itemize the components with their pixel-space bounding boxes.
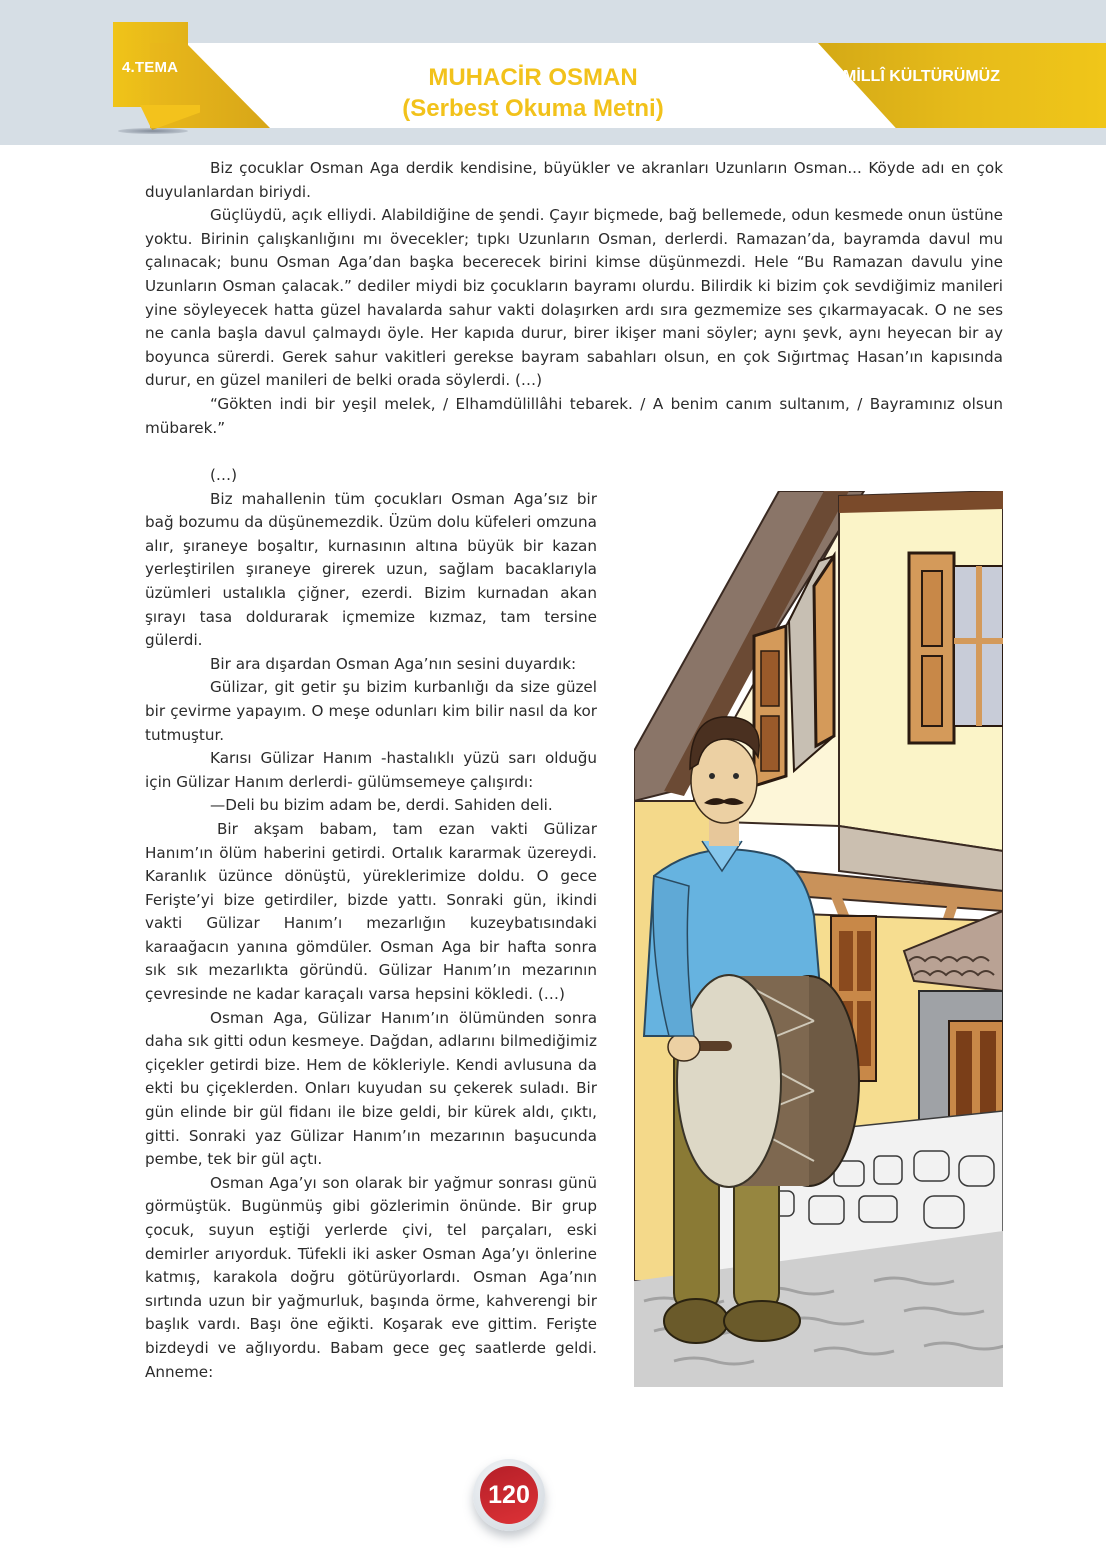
- paragraph: Biz mahallenin tüm çocukları Osman Aga’sız bir bağ bozumu da düşünemezdik. Üzüm dolu küfeleri omzuna alır, şıraneye boşaltır, kurnasının altına büyük bir kazan yerleştirilen şıraneye girerek uzun, sağlam bacaklarıyla üzümleri ustalıkla çiğner, ezerdi. Bizim kurnadan akan şırayı tasa doldurarak içmemize kızmaz, tam tersine gülerdi.: [145, 489, 597, 650]
- paragraph: Bir akşam babam, tam ezan vakti Gülizar Hanım’ın ölüm haberini getirdi. Ortalık kararmak üzereydi. Karanlık üzünce dönüştü, yüreklerimize doldu. O gece Ferişte’yi bize getirdiler, bizde yattı. Sonraki gün, ikindi vakti Gülizar Hanım’ı mezarlığın kuzeybatısındaki karaağacın yanına gömdüler. Osman Aga bir hafta sonra sık sık mezarlıkta göründü. Gülizar Hanım’ın mezarının çevresinde ne kadar karaçalı varsa hepsini kökledi. (…): [145, 819, 597, 1004]
- drummer-house-drawing: [634, 491, 1003, 1387]
- page-number: 120: [480, 1466, 538, 1524]
- paragraph: Karısı Gülizar Hanım -hastalıklı yüzü sarı olduğu için Gülizar Hanım derlerdi- gülümsemeye çalışırdı:: [145, 749, 597, 791]
- paragraph: Osman Aga, Gülizar Hanım’ın ölümünden sonra daha sık gitti odun kesmeye. Dağdan, adlarını bilmediğimiz çiçekler getirdi bize. Hem de kökleriyle. Kendi avlusuna da ekti bu çiçeklerden. Onları kuyudan su çekerek suladı. Bir gün elinde bir gül fidanı ile bize geldi, bir kürek aldı, çıktı, gitti. Sonraki yaz Gülizar Hanım’ın mezarının başucunda pembe, tek bir gül açtı.: [145, 1008, 597, 1169]
- paragraph: Bir ara dışardan Osman Aga’nın sesini duyardık:: [210, 654, 577, 673]
- drummer-illustration: [634, 491, 1003, 1387]
- paragraph: Güçlüydü, açık elliydi. Alabildiğine de şendi. Çayır biçmede, bağ bellemede, odun kesmede onun üstüne yoktu. Birinin çalışkanlığını mı övecekler; tıpkı Uzunların Osman, derlerdi. Ramazan’da, bayramda davul mu çalınacak; bunu Osman Aga’dan başka becerecek birini kimse düşünmezdi. Hele “Bu Ramazan davulu yine Uzunların Osman çalacak.” dediler miydi biz çocukların bayramı olurdu. Bilirdik ki bizim çok sevdiğimiz manileri yine söyleyecek hatta güzel havalarda sahur vakti dolaşırken ardı sıra gezmemize ses çıkarmayacak. O ne ses ne canla başla davul çalmaydı öyle. Her kapıda durur, birer ikişer mani söyler; aynı şevk, aynı heyecan bir ay boyunca sürerdi. Gerek sahur vakitleri gerekse bayram sabahları olsun, en çok Sığırtmaç Hasan’ın kapısında durur, en güzel manileri de belki orada söylerdi. (…): [145, 206, 1003, 390]
- theme-label: 4.TEMA: [122, 59, 179, 76]
- full-width-text: [145, 157, 1003, 440]
- dialogue: —Deli bu bizim adam be, derdi. Sahiden deli.: [210, 796, 553, 815]
- title-main: MUHACİR OSMAN: [428, 64, 638, 91]
- verse-quote: “Gökten indi bir yeşil melek, / Elhamdülillâhi tebarek. / A benim canım sultanım, / Bayramınız olsun mübarek.”: [145, 394, 1003, 437]
- page-title: [330, 62, 736, 124]
- title-subtitle: (Serbest Okuma Metni): [402, 95, 664, 122]
- theme-ribbon-shadow: [118, 128, 188, 134]
- left-column-text: [145, 464, 597, 1384]
- ellipsis-marker: (…): [210, 466, 238, 484]
- dialogue: Gülizar, git getir şu bizim kurbanlığı da size güzel bir çevirme yapayım. O meşe odunları kim bilir nasıl da kor tutmuştur.: [145, 678, 597, 744]
- paragraph: Biz çocuklar Osman Aga derdik kendisine, büyükler ve akranları Uzunların Osman... Köyde adı en çok duyulanlardan biriydi.: [145, 159, 1003, 201]
- section-label: MİLLÎ KÜLTÜRÜMÜZ: [843, 68, 1000, 85]
- paragraph: Osman Aga’yı son olarak bir yağmur sonrası günü görmüştük. Bugünmüş gibi gözlerimin önünde. Bir grup çocuk, suyun eştiği yerlerde çivi, tel parçaları, eski demirler arıyorduk. Tüfekli iki asker Osman Aga’yı önlerine katmış, karakola doğru götürüyorlardı. Osman Aga’nın sırtında uzun bir yağmurluk, başında örme, kahverengi bir başlık vardı. Başı öne eğikti. Koşarak eve gittim. Ferişte bizdeydi ve ağlıyordu. Babam gece geç saatlerde geldi. Anneme:: [145, 1173, 597, 1381]
